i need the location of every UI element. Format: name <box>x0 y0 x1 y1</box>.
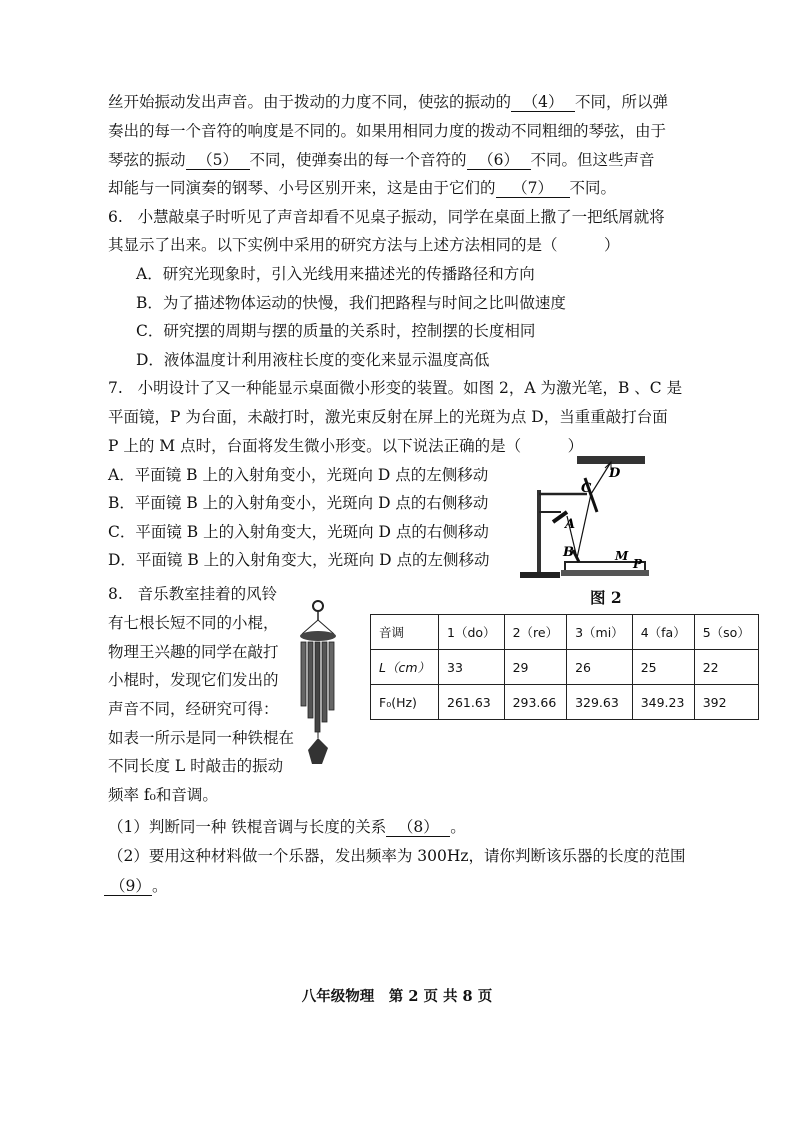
q7-stem-3: P 上的 M 点时，台面将发生微小形变。以下说法正确的是（ ） <box>108 437 584 455</box>
table-cell: 261.63 <box>439 685 505 720</box>
q8-sub2-end: 。 <box>152 877 168 895</box>
table-cell: 音调 <box>371 615 439 650</box>
q5-text: 不同，所以弹 <box>575 93 669 111</box>
q8-text: 音乐教室挂着的风铃 <box>137 585 278 603</box>
answer-blank-5[interactable]: （5） <box>186 151 250 170</box>
table-cell: 3（mi） <box>567 615 633 650</box>
label-m: M <box>615 549 629 563</box>
q5-text: 却能与一同演奏的钢琴、小号区别开来，这是由于它们的 <box>108 179 496 197</box>
q8-sub-1 <box>108 817 466 837</box>
question-number: 7. <box>108 379 123 397</box>
q6-option-b[interactable]: B．为了描述物体运动的快慢，我们把路程与时间之比叫做速度 <box>136 294 566 312</box>
table-cell: F₀(Hz) <box>371 685 439 720</box>
q8-stem-3: 小棍时，发现它们发出的 <box>108 671 279 689</box>
q7-text: 小明设计了又一种能显示桌面微小形变的装置。如图 2，A 为激光笔，B 、C 是 <box>137 379 683 397</box>
table-cell: 22 <box>694 650 758 685</box>
q8-sub-2-answer <box>104 876 168 896</box>
q6-option-a[interactable]: A．研究光现象时，引入光线用来描述光的传播路径和方向 <box>136 265 535 283</box>
label-p: P <box>633 557 643 571</box>
q7-stem-1 <box>108 378 682 398</box>
table-cell: 26 <box>567 650 633 685</box>
q6-text: 小慧敲桌子时听见了声音却看不见桌子振动，同学在桌面上撒了一把纸屑就将 <box>137 208 665 226</box>
table-cell: L（cm） <box>371 650 439 685</box>
q8-stem-7: 频率 f₀和音调。 <box>108 786 218 804</box>
label-c: C <box>581 481 592 496</box>
table-cell: 2（re） <box>504 615 567 650</box>
table-cell: 29 <box>504 650 567 685</box>
q8-stem-2: 物理王兴趣的同学在敲打 <box>108 643 279 661</box>
q8-sub-2: （2）要用这种材料做一个乐器，发出频率为 300Hz，请你判断该乐器的长度的范围 <box>108 847 686 865</box>
label-a: A <box>565 517 576 532</box>
stand-base <box>520 572 560 578</box>
answer-blank-8[interactable]: （8） <box>386 818 450 837</box>
label-d: D <box>609 466 621 481</box>
answer-blank-4[interactable]: （4） <box>511 93 575 112</box>
q8-sub1-text: （1）判断同一种 铁棍音调与长度的关系 <box>108 818 387 836</box>
figure-2-caption: 图 2 <box>590 588 622 607</box>
table-cell: 4（fa） <box>632 615 694 650</box>
answer-blank-7[interactable]: （7） <box>496 179 570 198</box>
q6-option-d[interactable]: D．液体温度计利用液柱长度的变化来显示温度高低 <box>136 351 490 369</box>
table-cell: 329.63 <box>567 685 633 720</box>
table-cell: 25 <box>632 650 694 685</box>
table-cell: 392 <box>694 685 758 720</box>
q8-stem-0 <box>108 584 277 604</box>
table-row-pitch <box>371 615 759 650</box>
q7-option-a[interactable]: A．平面镜 B 上的入射角变小，光斑向 D 点的左侧移动 <box>108 466 489 484</box>
q5-text: 琴弦的振动 <box>108 151 186 169</box>
q8-sub1-end: 。 <box>450 818 466 836</box>
question-number: 8. <box>108 585 123 603</box>
answer-blank-9[interactable]: （9） <box>104 877 152 896</box>
q7-stem-2: 平面镜，P 为台面，未敲打时，激光束反射在屏上的光斑为点 D，当重重敲打台面 <box>108 408 668 426</box>
answer-blank-6[interactable]: （6） <box>467 151 531 170</box>
laser-beam <box>567 462 611 558</box>
table-cell: 349.23 <box>632 685 694 720</box>
q8-stem-6: 不同长度 L 时敲击的振动 <box>108 757 284 775</box>
page-footer: 八年级物理 第 2 页 共 8 页 <box>301 988 493 1005</box>
q8-stem-1: 有七根长短不同的小棍， <box>108 614 279 632</box>
q5-text: 不同，使弹奏出的每一个音符的 <box>249 151 467 169</box>
q7-option-b[interactable]: B．平面镜 B 上的入射角变小，光斑向 D 点的右侧移动 <box>108 494 489 512</box>
q5-text: 不同。 <box>569 179 617 197</box>
q5-text: 丝开始振动发出声音。由于拨动的力度不同，使弦的振动的 <box>108 93 512 111</box>
q6-option-c[interactable]: C．研究摆的周期与摆的质量的关系时，控制摆的长度相同 <box>136 322 536 340</box>
q6-stem-1 <box>108 207 665 227</box>
table-cell: 293.66 <box>504 685 567 720</box>
wind-chime-image <box>296 598 346 766</box>
q8-stem-5: 如表一所示是同一种铁棍在 <box>108 729 295 747</box>
q5-line-3 <box>108 150 655 170</box>
q5-line-4 <box>108 178 616 198</box>
q5-line-1 <box>108 92 668 112</box>
table-cell: 1（do） <box>439 615 505 650</box>
table-cell: 5（so） <box>694 615 758 650</box>
q5-line-2: 奏出的每一个音符的响度是不同的。如果用相同力度的拨动不同粗细的琴弦，由于 <box>108 122 667 140</box>
q5-text: 不同。但这些声音 <box>530 151 655 169</box>
label-b: B <box>563 545 574 560</box>
q7-option-c[interactable]: C．平面镜 B 上的入射角变大，光斑向 D 点的右侧移动 <box>108 523 489 541</box>
table-1 <box>370 614 759 720</box>
table-row-frequency <box>371 685 759 720</box>
question-number: 6. <box>108 208 123 226</box>
q6-stem-2: 其显示了出来。以下实例中采用的研究方法与上述方法相同的是（ ） <box>108 236 620 254</box>
q7-option-d[interactable]: D．平面镜 B 上的入射角变大，光斑向 D 点的左侧移动 <box>108 551 490 569</box>
stand-post <box>537 490 541 576</box>
figure-2-apparatus <box>515 450 650 585</box>
table-row-length <box>371 650 759 685</box>
q8-stem-4: 声音不同，经研究可得： <box>108 700 279 718</box>
table-cell: 33 <box>439 650 505 685</box>
